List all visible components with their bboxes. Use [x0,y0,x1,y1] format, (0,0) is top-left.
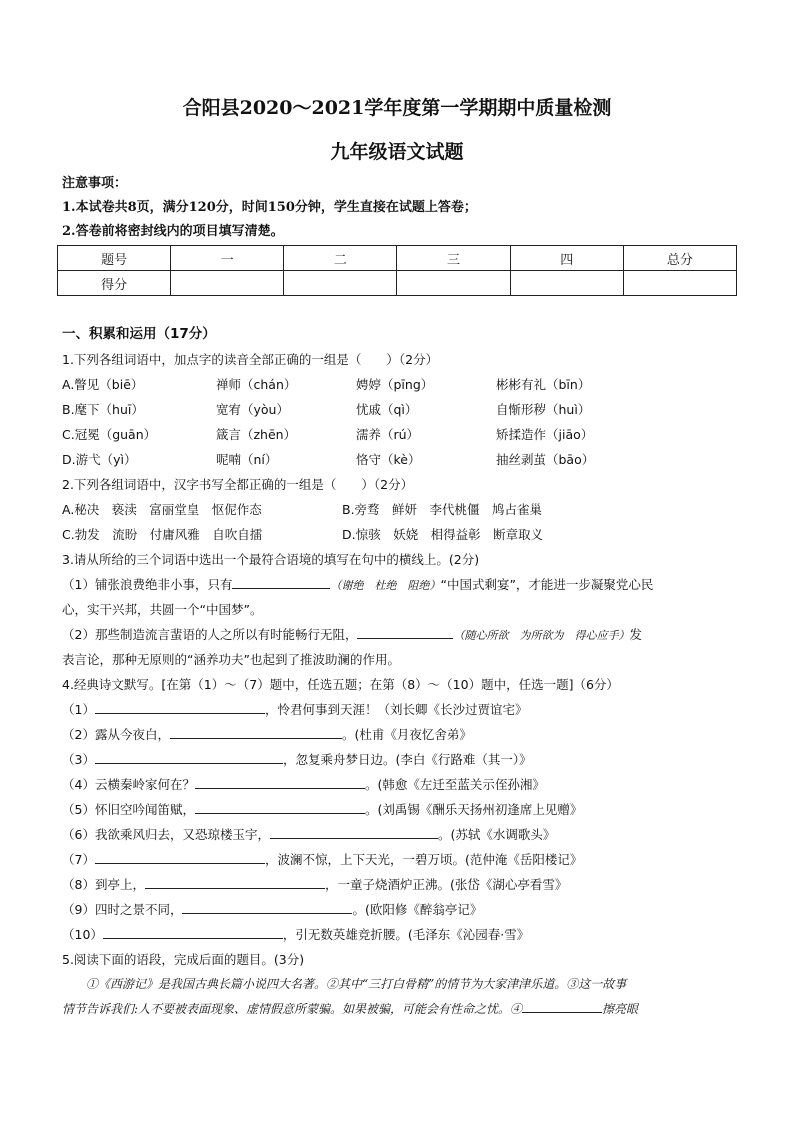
q2-option: A.秘决 亵渎 富丽堂皇 怄伲作态 [62,502,262,517]
q5-text: 情节告诉我们:人不要被表面现象、虚情假意所蒙骗。如果被骗，可能会有性命之忧。④ [62,1002,523,1016]
q3-sentence-1-cont: 心，实干兴邦，共圆一个“中国梦”。 [62,602,263,617]
score-cell: 四 [510,246,623,271]
q4-answer-blank[interactable] [270,823,438,839]
q4-text: （2）露从今夜白， [62,727,170,742]
q4-text: ，忽复乘舟梦日边。(李白《行路难（其一）》 [282,752,532,767]
exam-subtitle: 九年级语文试题 [330,141,464,163]
q4-text: ，一童子烧酒炉正沸。(张岱《湖心亭看雪》 [324,877,568,892]
q2-option: B.旁骛 鲜妍 李代桃僵 鸠占雀巢 [342,502,543,517]
section-heading: 一、积累和运用（17分） [62,326,216,342]
q3-text: 发 [629,627,642,642]
q1-option: 箴言（zhēn） [216,427,297,442]
q2-stem: 2.下列各组词语中，汉字书写全都正确的一组是（ ）（2分） [62,477,414,492]
q1-option: A.瞥见（biē） [62,377,144,392]
q4-text: 。(苏轼《水调歌头》 [437,827,556,842]
score-row [58,271,737,296]
q5-passage-line [62,997,742,1022]
score-input-cell[interactable] [510,271,623,296]
q4-text: 。(刘禹锡《酬乐天扬州初逢席上见赠》 [364,802,583,817]
exam-title: 合阳县2020～2021学年度第一学期期中质量检测 [182,97,612,119]
q4-text: （3） [62,752,95,767]
score-input-cell[interactable] [284,271,397,296]
q4-answer-blank[interactable] [170,723,342,739]
q1-option: 呢喃（ní） [216,452,278,467]
score-input-cell[interactable] [171,271,284,296]
score-cell: 三 [397,246,510,271]
q3-answer-blank[interactable] [232,573,330,589]
q1-option: 自惭形秽（huì） [496,402,591,417]
q1-option: 禅师（chán） [216,377,297,392]
notes-item: 1.本试卷共8页，满分120分，时间150分钟，学生直接在试题上答卷； [62,200,477,215]
q1-option: B.麾下（huī） [62,402,144,417]
q4-answer-blank[interactable] [95,848,265,864]
q4-item [62,722,742,747]
q4-text: 。(欧阳修《醉翁亭记》 [352,902,483,917]
notes-block [62,172,477,244]
q4-text: （1） [62,702,95,717]
q1-option: 忧戚（qì） [356,402,418,417]
score-header-row [58,246,737,271]
q3-stem: 3.请从所给的三个词语中选出一个最符合语境的填写在句中的横线上。(2分) [62,552,480,567]
q5-stem: 5.阅读下面的语段，完成后面的题目。(3分) [62,952,305,967]
q4-text: （7） [62,852,95,867]
q4-answer-blank[interactable] [195,773,365,789]
notes-heading: 注意事项： [62,176,128,191]
q4-text: （8）到亭上， [62,877,145,892]
q1-option: 矫揉造作（jiāo） [496,427,594,442]
score-table [57,245,737,296]
q3-word-options: （随心所欲 为所欲为 得心应手） [453,629,630,642]
score-cell: 二 [284,246,397,271]
q4-text: ，怜君何事到天涯！（刘长卿《长沙过贾谊宅》 [264,702,528,717]
q1-option: 娉婷（pīng） [356,377,434,392]
q4-stem: 4.经典诗文默写。[在第（1）～（7）题中，任选五题；在第（8）～（10）题中，任选一题]（6分） [62,677,619,692]
q4-answer-blank[interactable] [182,898,352,914]
q4-item [62,797,742,822]
q1-option-row[interactable] [62,447,742,472]
score-input-cell[interactable] [397,271,510,296]
q3-text: “中国式剩宴”，才能进一步凝聚党心民 [440,577,654,592]
q4-text: 。(杜甫《月夜忆舍弟》 [341,727,472,742]
q4-text: （10） [62,927,103,942]
section-one [62,322,742,1022]
q1-option: 抽丝剥茧（bāo） [496,452,595,467]
q4-item [62,847,742,872]
q4-text: ，波澜不惊，上下天光，一碧万顷。(范仲淹《岳阳楼记》 [264,852,583,867]
q4-item [62,872,742,897]
q4-text: 。(韩愈《左迁至蓝关示侄孙湘》 [364,777,545,792]
q3-sentence-2 [62,622,742,647]
q1-stem: 1.下列各组词语中，加点字的读音全部正确的一组是（ ）（2分） [62,352,439,367]
q4-text: （5）怀旧空吟闻笛赋， [62,802,195,817]
q4-item [62,897,742,922]
q3-text: （1）铺张浪费绝非小事，只有 [62,577,233,592]
q2-option: C.勃发 流盼 付庸风雅 自吹自擂 [62,527,263,542]
q1-option-row[interactable] [62,372,742,397]
q1-option-row[interactable] [62,397,742,422]
q4-answer-blank[interactable] [195,798,365,814]
q4-answer-blank[interactable] [95,748,283,764]
q4-text: ，引无数英雄竞折腰。(毛泽东《沁园春·雪》 [282,927,530,942]
q5-text: 擦亮眼 [602,1002,639,1016]
q1-option: 濡养（rú） [356,427,420,442]
q1-option: 彬彬有礼（bīn） [496,377,591,392]
q2-option: D.惊骇 妖娆 相得益彰 断章取义 [342,527,544,542]
q4-answer-blank[interactable] [103,923,283,939]
q5-answer-blank[interactable] [522,997,602,1013]
q3-sentence-2-cont: 表言论，那种无原则的“涵养功夫”也起到了推波助澜的作用。 [62,652,400,667]
q4-text: （9）四时之景不同， [62,902,183,917]
q1-option: C.冠冕（guān） [62,427,157,442]
q1-option: 宽宥（yòu） [216,402,289,417]
q2-option-row[interactable] [62,522,742,547]
q5-passage-line: ①《西游记》是我国古典长篇小说四大名著。②其中“三打白骨精”的情节为大家津津乐道。③这一故事 [86,977,627,991]
q4-item [62,747,742,772]
q4-item [62,822,742,847]
score-input-cell[interactable] [623,271,736,296]
q4-text: （4）云横秦岭家何在？ [62,777,195,792]
score-cell: 题号 [58,246,171,271]
notes-item: 2.答卷前将密封线内的项目填写清楚。 [62,224,284,239]
q3-answer-blank[interactable] [357,623,453,639]
q1-option-row[interactable] [62,422,742,447]
q4-item [62,697,742,722]
q2-option-row[interactable] [62,497,742,522]
q3-sentence-1 [62,572,742,597]
score-cell: 总分 [623,246,736,271]
q1-option: 恪守（kè） [356,452,421,467]
q4-item [62,772,742,797]
q4-answer-blank[interactable] [145,873,325,889]
score-cell: 得分 [58,271,171,296]
q3-text: （2）那些制造流言蜚语的人之所以有时能畅行无阻， [62,627,358,642]
score-cell: 一 [171,246,284,271]
q4-text: （6）我欲乘风归去，又恐琼楼玉宇， [62,827,270,842]
q4-answer-blank[interactable] [95,698,265,714]
q1-option: D.游弋（yì） [62,452,137,467]
q4-item [62,922,742,947]
q3-word-options: （谢绝 杜绝 阻绝） [330,579,441,592]
